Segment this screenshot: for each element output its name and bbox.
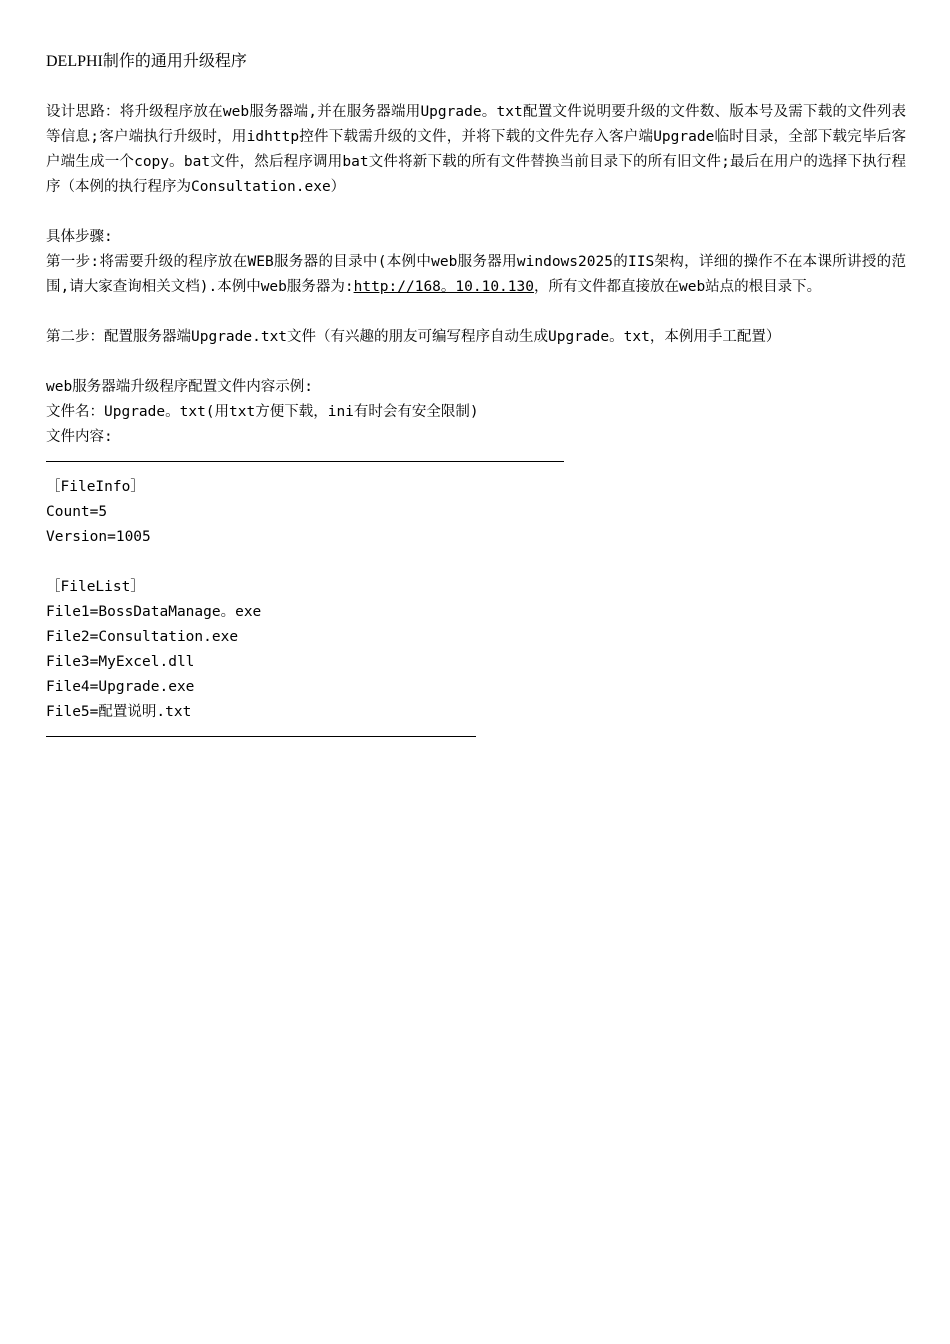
config-line: File4=Upgrade.exe <box>46 679 195 695</box>
config-filename-line: 文件名：Upgrade。txt(用txt方便下载，ini有时会有安全限制) <box>46 404 479 420</box>
server-url-link[interactable]: http://168。10.10.130 <box>353 279 534 295</box>
document-body <box>46 100 906 750</box>
config-content-label: 文件内容: <box>46 429 113 445</box>
config-section <box>46 375 906 750</box>
config-line: Version=1005 <box>46 529 151 545</box>
design-idea-paragraph: 设计思路：将升级程序放在web服务器端,并在服务器端用Upgrade。txt配置文件说明要升级的文件数、版本号及需下载的文件列表等信息;客户端执行升级时，用idhttp控件下载需升级的文件，并将下载的文件先存入客户端Upgrade临时目录，全部下载完毕后客户端生成一个copy。bat文件，然后程序调用bat文件将新下载的所有文件替换当前目录下的所有旧文件;最后在用户的选择下执行程序（本例的执行程序为Consultation.exe） <box>46 104 906 195</box>
document-page <box>46 50 906 750</box>
config-line: ［FileInfo］ <box>46 479 145 495</box>
steps-heading: 具体步骤: <box>46 229 113 245</box>
step1-text-before: 第一步:将需要升级的程序放在WEB服务器的目录中(本例中web服务器用windows2025的IIS架构，详细的操作不在本课所讲授的范围,请大家查询相关文档).本例中web服务器为: <box>46 254 906 295</box>
config-line: File3=MyExcel.dll <box>46 654 195 670</box>
config-line: Count=5 <box>46 504 108 520</box>
separator-line-bottom <box>46 725 906 750</box>
config-line: File5=配置说明.txt <box>46 704 192 720</box>
config-line: File1=BossDataManage。exe <box>46 604 262 620</box>
document-title: DELPHI制作的通用升级程序 <box>46 53 247 70</box>
steps-section <box>46 225 906 300</box>
config-line: File2=Consultation.exe <box>46 629 239 645</box>
step2-paragraph: 第二步：配置服务器端Upgrade.txt文件（有兴趣的朋友可编写程序自动生成Upgrade。txt，本例用手工配置） <box>46 329 781 345</box>
blank-line <box>46 550 906 575</box>
step1-text-after: ，所有文件都直接放在web站点的根目录下。 <box>533 279 822 295</box>
step1-paragraph <box>46 254 906 295</box>
separator-line-top <box>46 450 906 475</box>
config-heading: web服务器端升级程序配置文件内容示例: <box>46 379 313 395</box>
config-line: ［FileList］ <box>46 579 145 595</box>
